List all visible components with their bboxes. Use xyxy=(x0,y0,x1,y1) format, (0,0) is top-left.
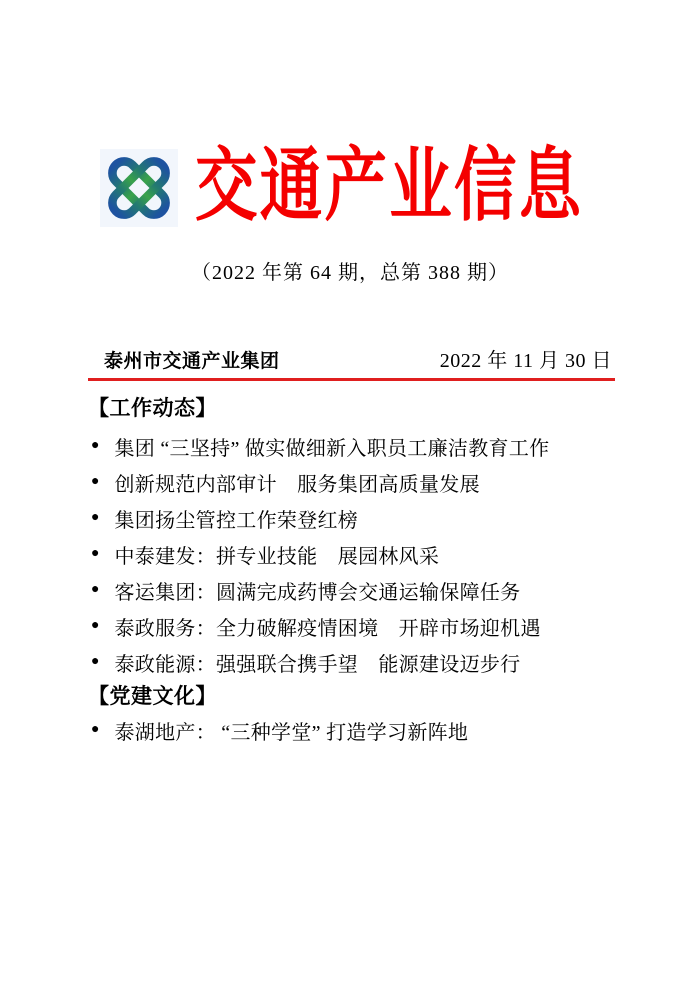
bullet-icon: ● xyxy=(91,618,100,633)
toc-item xyxy=(88,644,628,680)
bullet-icon: ● xyxy=(91,582,100,597)
section-heading-party-culture: 【党建文化】 xyxy=(88,684,217,708)
toc-item xyxy=(88,608,628,644)
issue-date: 2022 年 11 月 30 日 xyxy=(439,350,612,372)
bullet-icon: ● xyxy=(91,474,100,489)
toc-item-title: 泰湖地产： “三种学堂” 打造学习新阵地 xyxy=(114,721,469,744)
toc-item-title: 客运集团：圆满完成药博会交通运输保障任务 xyxy=(114,581,521,604)
toc-item-title: 集团扬尘管控工作荣登红榜 xyxy=(114,509,359,532)
toc-item-title: 创新规范内部审计 服务集团高质量发展 xyxy=(114,473,480,496)
issue-number-line: （2022 年第 64 期，总第 388 期） xyxy=(191,262,509,284)
toc-item-title: 泰政服务：全力破解疫情困境 开辟市场迎机遇 xyxy=(114,617,541,640)
red-divider-rule xyxy=(88,378,615,381)
bullet-icon: ● xyxy=(91,722,100,737)
toc-item xyxy=(88,428,628,464)
bullet-icon: ● xyxy=(91,510,100,525)
bullet-icon: ● xyxy=(91,546,100,561)
toc-item xyxy=(88,712,628,748)
newsletter-title: 交通产业信息 xyxy=(195,143,584,231)
meta-row xyxy=(104,344,612,373)
company-logo xyxy=(100,149,178,227)
work-news-list xyxy=(88,428,628,680)
contents-list xyxy=(88,392,628,748)
toc-item xyxy=(88,464,628,500)
masthead xyxy=(100,143,693,229)
toc-item xyxy=(88,536,628,572)
bullet-icon: ● xyxy=(91,654,100,669)
toc-item xyxy=(88,500,628,536)
toc-item-title: 集团 “三坚持” 做实做细新入职员工廉洁教育工作 xyxy=(114,437,550,460)
toc-item-title: 泰政能源：强强联合携手望 能源建设迈步行 xyxy=(114,653,521,676)
organization-name: 泰州市交通产业集团 xyxy=(104,351,280,372)
toc-item-title: 中泰建发：拼专业技能 展园林风采 xyxy=(114,545,440,568)
party-culture-list xyxy=(88,712,628,748)
logo-background xyxy=(100,149,178,227)
bullet-icon: ● xyxy=(91,438,100,453)
section-heading-work-news: 【工作动态】 xyxy=(88,396,217,420)
toc-item xyxy=(88,572,628,608)
